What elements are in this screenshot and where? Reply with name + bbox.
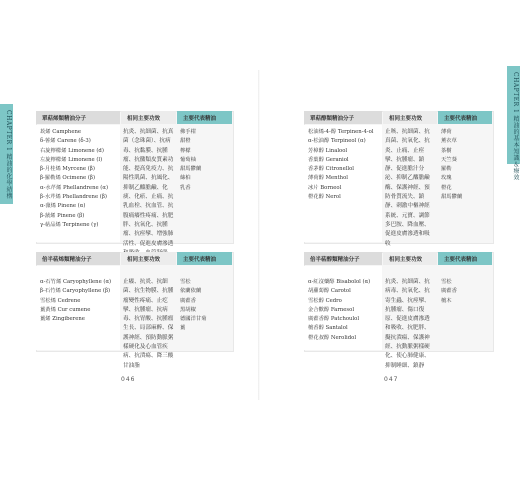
oil-item: 絲柏: [180, 175, 191, 182]
table-header-oils: 主要代表精油: [177, 111, 232, 124]
table-header-effects: 相同主要功效: [121, 252, 176, 265]
oil-item: 甜馬鬱蘭: [441, 194, 463, 201]
oil-list: [180, 278, 232, 334]
molecule-item: β-羅勒烯 Ocimene (β): [40, 175, 96, 182]
molecule-item: β-水芹烯 Phellandrene (β): [40, 194, 107, 201]
table-header-effects: 相同主要功效: [383, 252, 437, 265]
molecule-item: 芳樟醇 Linalool: [308, 147, 348, 154]
molecule-item: 橙花叔醇 Nerolidol: [308, 334, 357, 341]
table-header-oils: 主要代表精油: [438, 111, 492, 124]
oil-item: 德國洋甘菊: [180, 316, 207, 323]
molecule-item: 檀香醇 Santalol: [308, 325, 348, 332]
molecule-item: γ-萜品烯 Terpinene (γ): [40, 221, 99, 228]
molecule-item: 薑烯 Zingiberene: [40, 316, 85, 323]
table-header-molecules: 單萜醇類精油分子: [304, 111, 382, 124]
table-header-oils: 主要代表精油: [177, 252, 232, 265]
oil-item: 雪松: [180, 279, 191, 285]
chapter-tab-text: CHAPTER 1 精油的化學結構: [5, 110, 12, 200]
molecule-item: 左旋檸檬烯 Limonene (l): [40, 156, 103, 163]
molecule-item: 薑黃烯 Cur cumene: [40, 306, 91, 313]
oil-list: [441, 278, 491, 306]
molecule-item: α-蒎烯 Pinene (α): [40, 203, 86, 210]
chapter-tab-text: CHAPTER 1 精油的基本知識＆療效: [512, 72, 519, 181]
molecule-item: δ-蒈烯 Carene (δ-3): [40, 138, 91, 145]
molecule-item: 莰烯 Camphene: [40, 129, 81, 135]
oil-item: 雪松: [441, 279, 452, 285]
molecule-item: 香葉醇 Geraniol: [308, 156, 349, 163]
molecule-item: 胡蘿蔔醇 Carotol: [308, 288, 351, 295]
molecule-list: [40, 278, 120, 324]
molecule-list: [40, 128, 120, 230]
oil-item: 薑: [180, 325, 186, 332]
oil-item: 羅勒: [441, 166, 452, 173]
molecule-item: 雪松醇 Cedro: [308, 297, 342, 304]
oil-list: [180, 128, 232, 193]
oil-item: 薄荷: [441, 129, 452, 135]
oil-item: 玫瑰: [441, 175, 452, 182]
oil-item: 茶樹: [441, 147, 452, 154]
oil-item: 橙花: [441, 184, 452, 191]
molecule-item: 薄荷醇 Menthol: [308, 175, 348, 182]
page-number: 046: [121, 376, 136, 383]
molecule-item: α-石竹烯 Caryophyllene (α): [40, 279, 112, 285]
oil-item: 薰衣草: [441, 138, 457, 145]
molecule-item: α-紅沒藥醇 Bisabolol (α): [308, 279, 371, 285]
molecule-item: β-蒎烯 Pinene (β): [40, 212, 85, 219]
molecule-item: 松油烯-4-醇 Terpinen-4-ol: [308, 129, 374, 135]
oil-item: 黑胡椒: [180, 306, 196, 313]
effects-text: 止癢、抗炎、抗細菌、抗生物膜、抗腫瘤變性疼痛、止疙攣、抗腫瘤、抗病毒、抗胃酸、抗腫瘤生長、局部麻醉、保護神經、預防動脈粥樣硬化及心血管疾病、抗潰瘍、降三酸甘油脂: [123, 279, 174, 369]
molecule-list: [308, 128, 382, 202]
molecule-item: 香茅醇 Citronellol: [308, 166, 354, 173]
molecule-item: α-松油醇 Terpineol (α): [308, 138, 366, 145]
table-header-oils: 主要代表精油: [438, 252, 492, 265]
molecule-list: [308, 278, 382, 343]
chapter-tab-left: [0, 104, 13, 204]
molecule-item: β-月桂烯 Myrcene (β): [40, 166, 95, 173]
right-page: [260, 0, 520, 500]
effects-text: 止咳、抗細菌、抗真菌、抗氧化、抗炎、止痛、止痙攣、抗腫瘤、鎮靜、促進膽汁分泌、抑制乙醯膽鹼酶、保護神經、預防骨質流失、鎮靜、刺激中樞神經系統、元寶、調節多巴胺、降血壓、促進皮膚滲透和吸收: [385, 129, 430, 247]
table-header-molecules: 倍半萜醇類精油分子: [304, 252, 382, 265]
table-header-effects: 相同主要功效: [383, 111, 437, 124]
table-header-molecules: 單萜烯類精油分子: [36, 111, 120, 124]
molecule-item: 雪松烯 Cedrene: [40, 297, 81, 304]
molecule-item: 右旋檸檬烯 Limonene (d): [40, 147, 104, 154]
molecule-item: α-水芹烯 Phellandrene (α): [40, 184, 109, 191]
oil-item: 天竺葵: [441, 156, 457, 163]
molecule-item: β-石竹烯 Caryophyllene (β): [40, 288, 111, 295]
oil-item: 檸檬: [180, 147, 191, 154]
oil-item: 乳香: [180, 184, 191, 191]
oil-item: 甜橙: [180, 138, 191, 145]
page-number: 047: [384, 376, 399, 383]
oil-item: 檀木: [441, 297, 452, 304]
molecule-item: 金合歡醇 Farnesol: [308, 306, 355, 313]
molecule-item: 廣藿香醇 Patchoulol: [308, 316, 360, 323]
oil-item: 廣藿香: [180, 297, 196, 304]
chapter-tab-right: [507, 66, 520, 181]
oil-item: 葡萄柚: [180, 156, 196, 163]
molecule-item: 橙花醇 Nerol: [308, 194, 341, 201]
effects-text: 抗炎、抗細菌、抗病毒、抗氧化、抗寄生蟲、抗痙攣、抗腫瘤、傷口復原、促進皮膚滲透和吸收、抗肥胖、擬抗潰瘍、保護神經、抗動脈粥樣硬化、使心肺健康、抑制睡細、鎮靜: [385, 279, 430, 369]
oil-item: 廣藿香: [441, 288, 457, 295]
oil-item: 甜馬鬱蘭: [180, 166, 202, 173]
oil-item: 依蘭依蘭: [180, 288, 202, 295]
oil-list: [441, 128, 491, 202]
table-header-effects: 相同主要功效: [121, 111, 176, 124]
effects-text: 抗炎、抗細菌、抗真菌（念珠菌）、抗病毒、抗黏膜、抗腫瘤、抗黴類皮質素功能、提高免疫力、抗陽性肌菌、抗風化、抑制乙醯膽鹼、化痰、化瘀、止痛、抗乳血栓、抗血管、抗腹痛癢性疼痛、抗肥胖、抗氧化、抗腫瘤、抗痙攣、增強肺活性、促進皮膚滲透: [123, 129, 174, 247]
table-header-molecules: 倍半萜烯類精油分子: [36, 252, 120, 265]
oil-item: 佛手柑: [180, 129, 196, 135]
molecule-item: 冰片 Borneol: [308, 184, 342, 191]
